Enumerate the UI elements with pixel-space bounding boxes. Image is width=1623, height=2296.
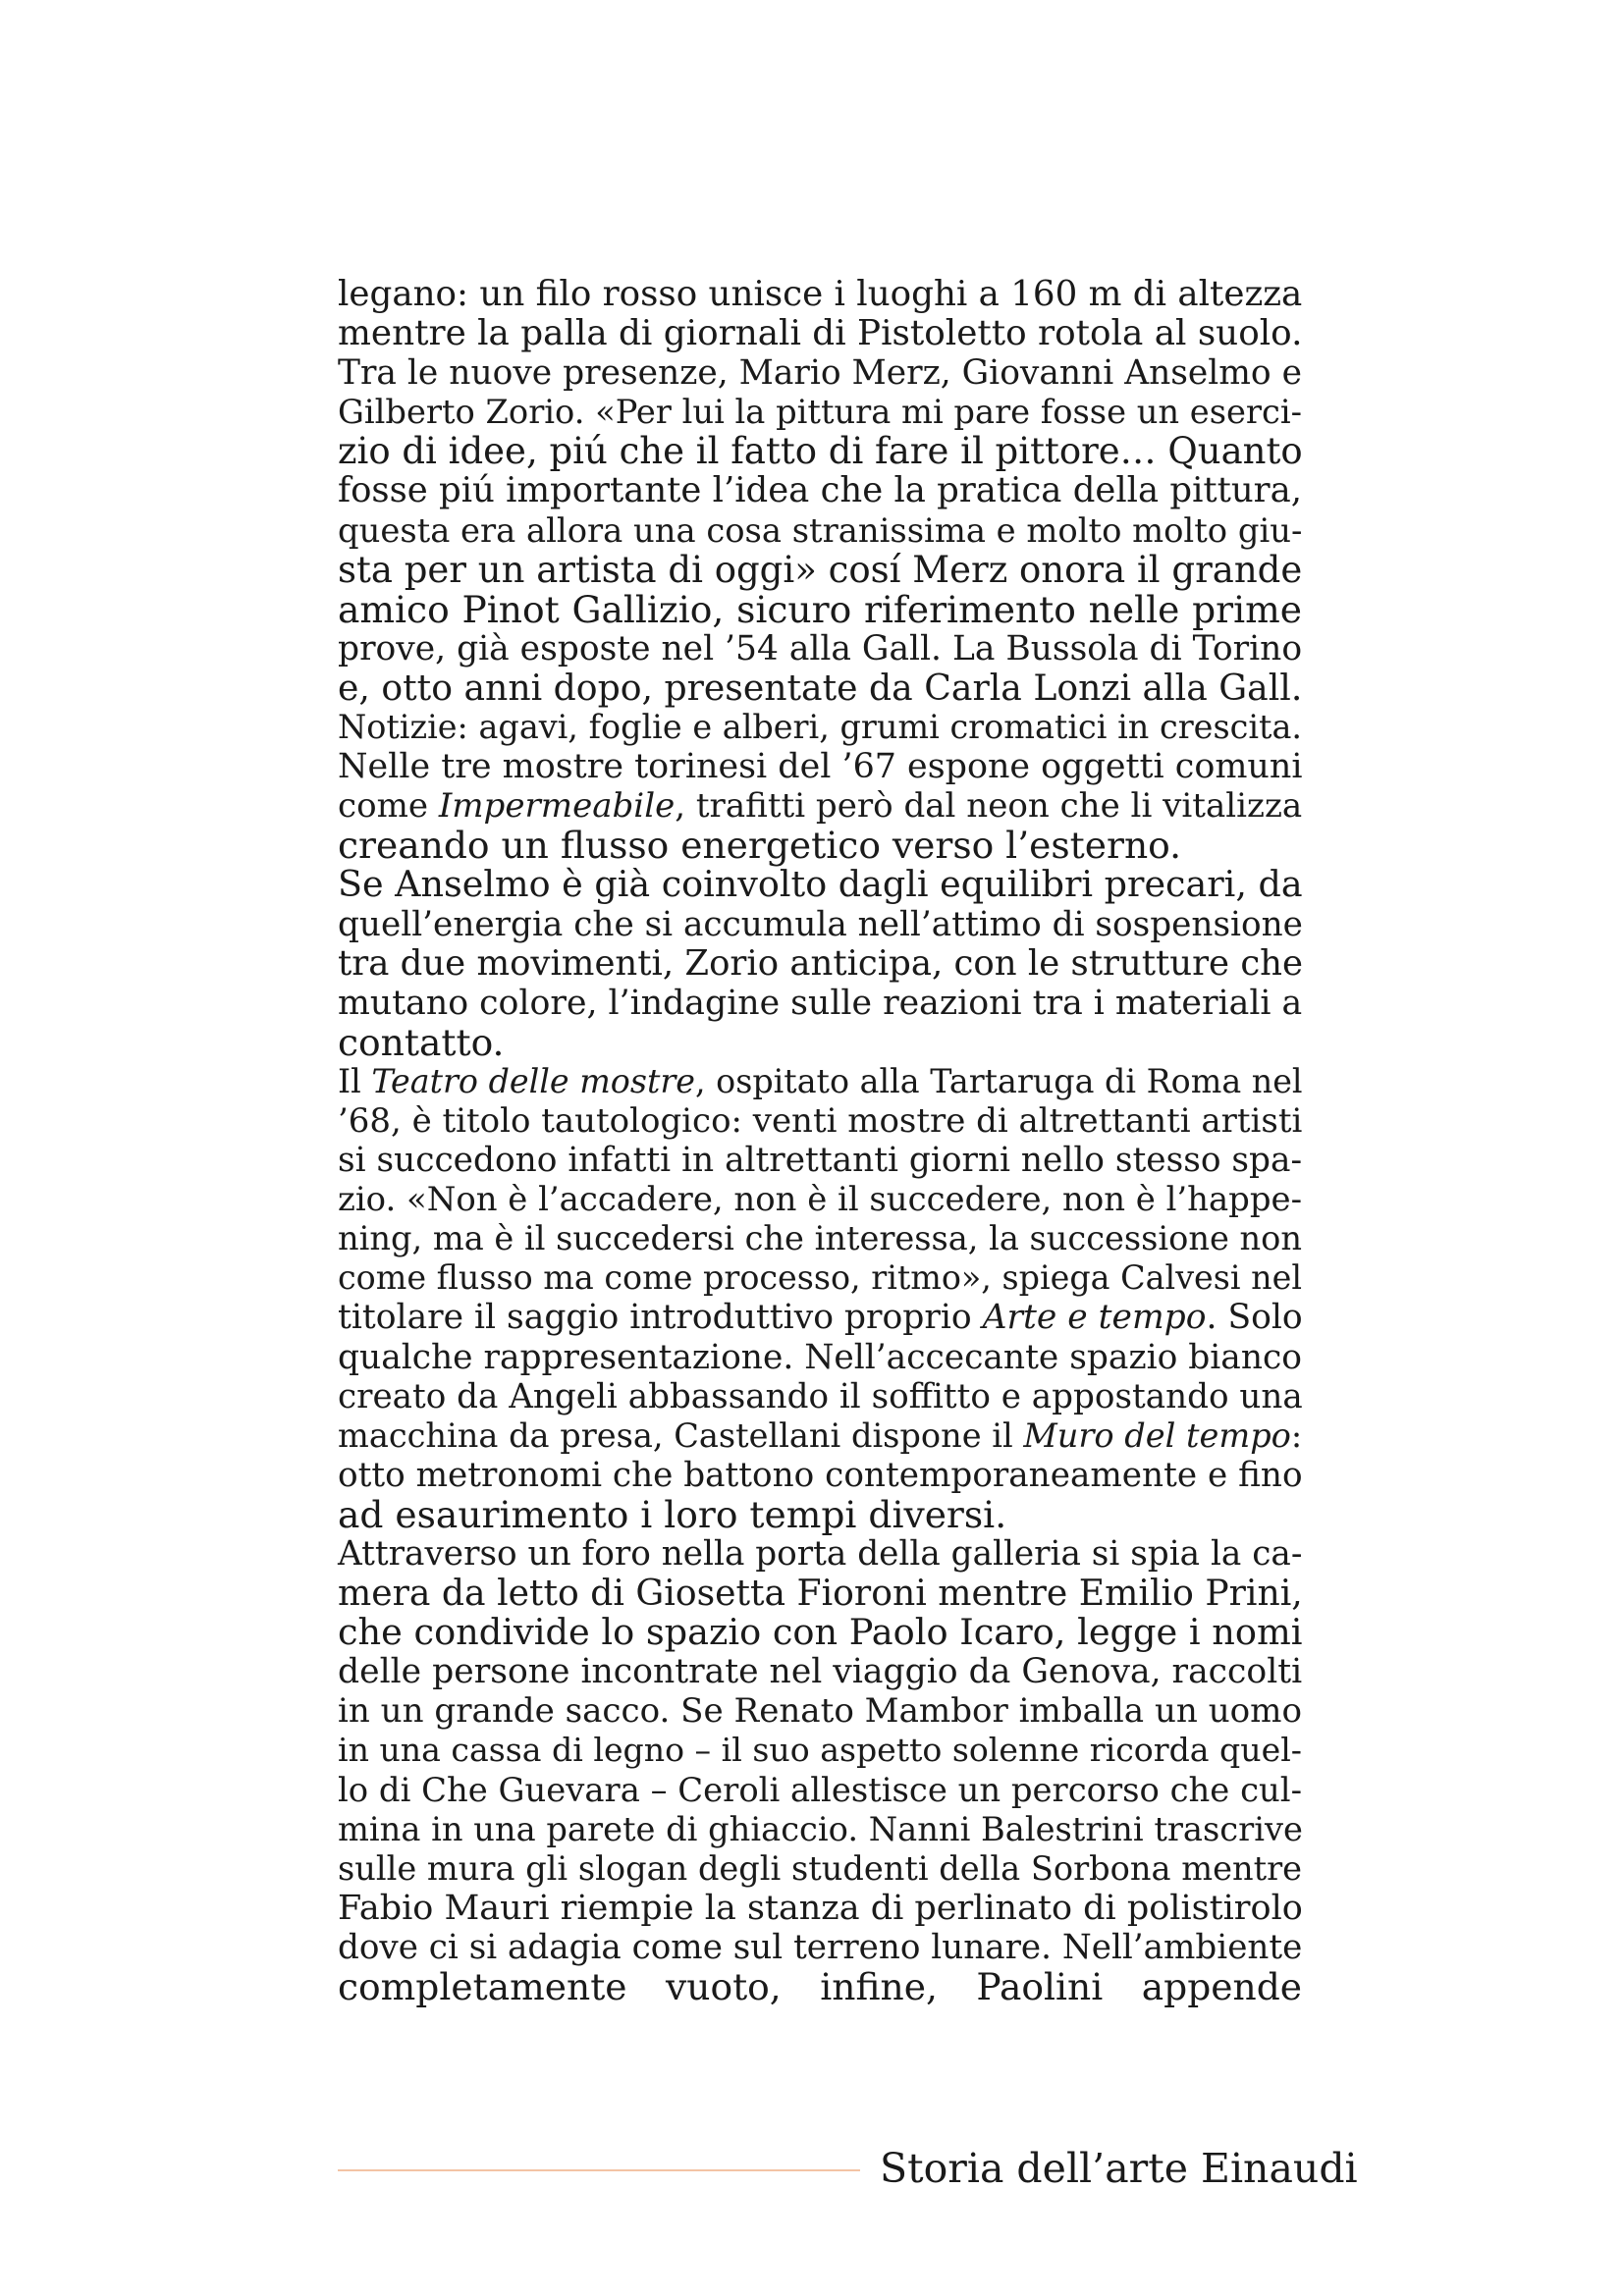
text-segment: ad esaurimento i loro tempi diversi. [338, 1492, 1007, 1536]
text-segment: legano: un filo rosso unisce i luoghi a 160 m di altezza [338, 274, 1303, 314]
text-segment: contatto. [338, 1020, 505, 1064]
text-segment: Se Anselmo è già coinvolto dagli equilibri precari, da [338, 863, 1303, 906]
text-line [338, 1534, 1302, 1574]
text-line [338, 393, 1302, 432]
italic-title: Muro del tempo [1023, 1415, 1291, 1455]
text-line [338, 511, 1302, 551]
italic-title: Teatro delle mostre [371, 1061, 695, 1100]
text-segment: , trafitti però dal neon che li vitalizza [675, 786, 1303, 827]
footer-rule [338, 2169, 860, 2171]
text-segment: Il [338, 1061, 372, 1100]
text-line [338, 314, 1302, 353]
text-segment: quell’energia che si accumula nell’attimo di sospensione [338, 904, 1303, 944]
text-line [338, 1652, 1302, 1691]
text-line [338, 1338, 1302, 1377]
text-segment: zio. «Non è l’accadere, non è il succedere, non è l’happe- [338, 1180, 1303, 1219]
text-segment: che condivide lo spazio con Paolo Icaro, legge i nomi [338, 1611, 1303, 1654]
text-line [338, 1020, 1302, 1064]
text-segment: in una cassa di legno – il suo aspetto solenne ricorda quel- [338, 1731, 1302, 1770]
text-segment: Tra le nuove presenze, Mario Merz, Giovanni Anselmo e [338, 353, 1302, 394]
body-text [338, 274, 1304, 2009]
text-line [338, 353, 1302, 393]
italic-title: Arte e tempo [982, 1298, 1207, 1338]
text-line [338, 747, 1302, 786]
text-line [338, 1101, 1302, 1141]
text-line [338, 1416, 1302, 1456]
text-segment: . Solo [1206, 1298, 1303, 1338]
text-line [338, 1810, 1302, 1849]
text-segment: fosse piú importante l’idea che la pratica della pittura, [338, 470, 1302, 511]
text-line [338, 1771, 1302, 1810]
text-segment: prove, già esposte nel ’54 alla Gall. La Bussola di Torino [338, 628, 1303, 668]
text-segment: dove ci si adagia come sul terreno lunare. Nell’ambiente [338, 1927, 1303, 1967]
text-line [338, 668, 1302, 708]
text-line [338, 1219, 1302, 1258]
text-segment: amico Pinot Gallizio, sicuro riferimento nelle prime [338, 587, 1302, 631]
text-line [338, 1928, 1302, 1967]
text-segment: ning, ma è il succedersi che interessa, la successione non [338, 1219, 1302, 1258]
text-line [338, 629, 1302, 668]
text-segment: Notizie: agavi, foglie e alberi, grumi cromatici in crescita. [338, 708, 1302, 747]
text-line [338, 1889, 1302, 1928]
text-line [338, 1691, 1302, 1731]
text-segment: ’68, è titolo tautologico: venti mostre di altrettanti artisti [338, 1100, 1303, 1141]
text-segment: mera da letto di Giosetta Fioroni mentre Emilio Prini, [338, 1572, 1303, 1615]
italic-title: Impermeabile [438, 786, 676, 827]
text-segment: : [1290, 1415, 1303, 1455]
text-segment: mentre la palla di giornali di Pistoletto rotola al suolo. [338, 313, 1303, 354]
text-segment: Nelle tre mostre torinesi del ’67 espone oggetti comuni [338, 747, 1303, 787]
text-segment: Attraverso un foro nella porta della galleria si spia la ca- [338, 1534, 1303, 1574]
text-segment: completamente vuoto, infine, Paolini appende [338, 1965, 1302, 2009]
text-line [338, 865, 1302, 904]
footer-title: Storia dell’arte Einaudi [880, 2145, 1358, 2192]
text-segment: mina in una parete di ghiaccio. Nanni Balestrini trascrive [338, 1809, 1303, 1848]
text-line [338, 824, 1302, 868]
text-line [338, 708, 1302, 747]
text-line [338, 905, 1302, 944]
text-line [338, 1377, 1302, 1416]
text-segment: sta per un artista di oggi» cosí Merz onora il grande [338, 548, 1303, 591]
text-segment: delle persone incontrate nel viaggio da Genova, raccolti [338, 1652, 1303, 1692]
text-line [338, 1731, 1302, 1770]
text-segment: Fabio Mauri riempie la stanza di perlinato di polistirolo [338, 1888, 1303, 1928]
text-line [338, 786, 1302, 826]
text-line [338, 1062, 1302, 1101]
text-line [338, 548, 1303, 591]
text-segment: in un grande sacco. Se Renato Mambor imballa un uomo [338, 1691, 1302, 1732]
text-line [338, 1258, 1302, 1298]
text-line [338, 432, 1302, 471]
text-segment: come [338, 786, 439, 827]
text-segment: e, otto anni dopo, presentate da Carla Lonzi alla Gall. [338, 666, 1303, 709]
text-line [338, 1574, 1302, 1613]
text-line [338, 1613, 1302, 1652]
text-line [338, 984, 1302, 1023]
text-line [338, 471, 1302, 510]
text-segment: creando un flusso energetico verso l’esterno. [338, 824, 1182, 868]
text-segment: si succedono infatti in altrettanti giorni nello stesso spa- [338, 1141, 1303, 1181]
text-segment: zio di idee, piú che il fatto di fare il pittore… Quanto [338, 430, 1303, 473]
text-line [338, 1141, 1302, 1180]
text-segment: questa era allora una cosa stranissima e molto molto giu- [338, 510, 1303, 550]
text-segment: otto metronomi che battono contemporaneamente e fino [338, 1455, 1303, 1495]
text-line [338, 1849, 1302, 1889]
text-segment: qualche rappresentazione. Nell’accecante spazio bianco [338, 1337, 1302, 1377]
text-line [338, 1456, 1302, 1495]
text-segment: come flusso ma come processo, ritmo», spiega Calvesi nel [338, 1258, 1302, 1298]
text-segment: creato da Angeli abbassando il soffitto e appostando una [338, 1376, 1303, 1416]
text-line [338, 1492, 1302, 1536]
text-segment: sulle mura gli slogan degli studenti della Sorbona mentre [338, 1848, 1302, 1888]
text-line [338, 1180, 1302, 1219]
text-segment: mutano colore, l’indagine sulle reazioni tra i materiali a [338, 983, 1303, 1023]
text-segment: macchina da presa, Castellani dispone il [338, 1415, 1024, 1455]
text-segment: , ospitato alla Tartaruga di Roma nel [695, 1061, 1303, 1100]
text-segment: Gilberto Zorio. «Per lui la pittura mi pare fosse un eserci- [338, 393, 1303, 432]
text-line [338, 275, 1302, 314]
text-line [338, 1298, 1302, 1337]
text-line [338, 587, 1302, 631]
text-segment: lo di Che Guevara – Ceroli allestisce un percorso che cul- [338, 1770, 1302, 1809]
text-line [338, 1965, 1302, 2009]
text-line [338, 944, 1302, 984]
text-segment: tra due movimenti, Zorio anticipa, con le strutture che [338, 942, 1304, 984]
text-segment: titolare il saggio introduttivo proprio [338, 1298, 983, 1338]
